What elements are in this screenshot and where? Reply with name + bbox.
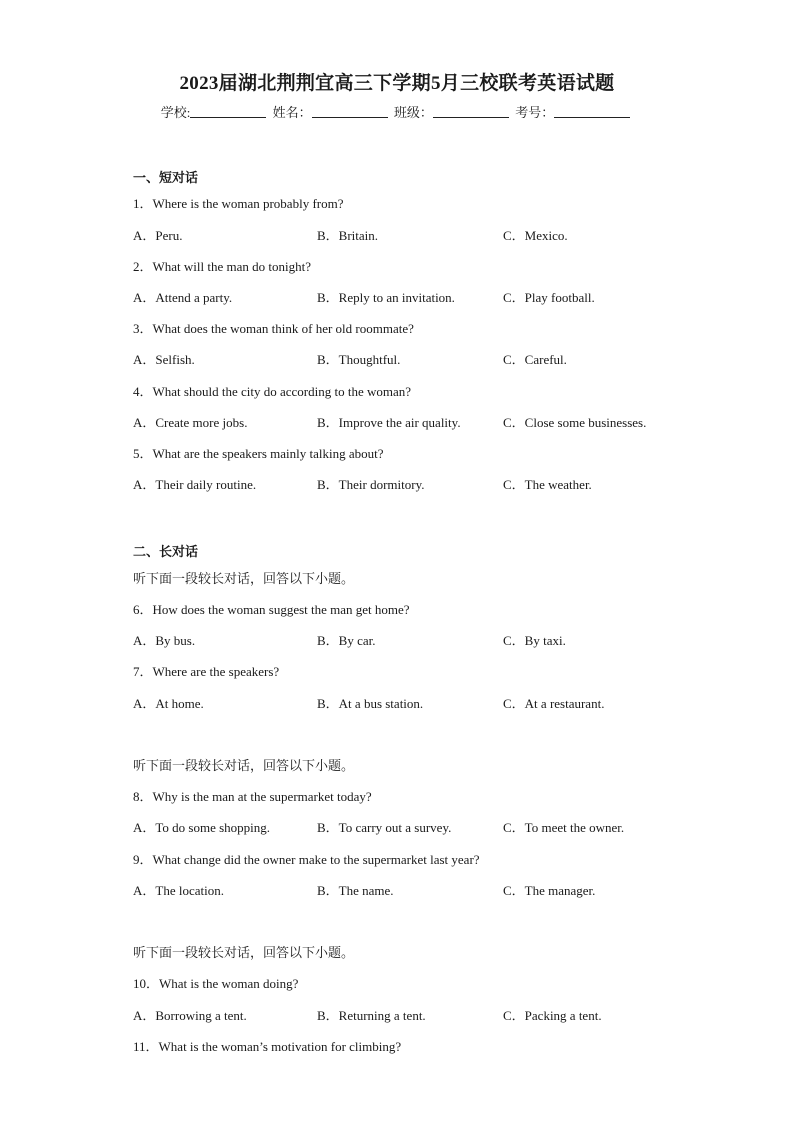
option-b: B．Britain. (317, 228, 379, 243)
question (133, 973, 298, 992)
option-b: B．To carry out a survey. (317, 820, 452, 835)
option-b: B．By car. (317, 633, 376, 648)
option-b: B．Thoughtful. (317, 352, 401, 367)
question-text: What is the woman doing? (159, 976, 299, 991)
question-number: 2． (133, 259, 153, 274)
option-c: C．Play football. (503, 290, 595, 305)
question-number: 1． (133, 196, 153, 211)
group-instruction: 听下面一段较长对话，回答以下小题。 (133, 758, 355, 773)
question-number: 3． (133, 321, 153, 336)
question (133, 786, 372, 805)
question (133, 661, 279, 680)
name-blank[interactable] (312, 105, 388, 118)
class-blank[interactable] (433, 105, 509, 118)
option-c: C．Packing a tent. (503, 1008, 602, 1023)
option-c: C．To meet the owner. (503, 820, 625, 835)
option-c: C．At a restaurant. (503, 696, 605, 711)
question (133, 443, 384, 462)
option-a: A．Create more jobs. (133, 415, 248, 430)
section-heading: 二、长对话 (133, 544, 199, 559)
option-b: B．Their dormitory. (317, 477, 425, 492)
option-b: B．Reply to an invitation. (317, 290, 455, 305)
question-text: What are the speakers mainly talking about? (152, 446, 384, 461)
option-c: C．Careful. (503, 352, 567, 367)
question-number: 5． (133, 446, 153, 461)
option-c: C．By taxi. (503, 633, 566, 648)
page-title: 2023届湖北荆荆宜高三下学期5月三校联考英语试题 (179, 73, 615, 94)
question (133, 599, 410, 618)
question-text: What is the woman’s motivation for climbing? (158, 1039, 402, 1054)
group-instruction: 听下面一段较长对话，回答以下小题。 (133, 945, 355, 960)
name-label: 姓名： (272, 105, 312, 120)
question-text: What will the man do tonight? (152, 259, 312, 274)
class-label: 班级： (393, 105, 433, 120)
option-a: A．By bus. (133, 633, 196, 648)
school-label: 学校: (160, 105, 191, 120)
option-c: C．Close some businesses. (503, 415, 647, 430)
question (133, 193, 343, 212)
question-number: 11． (133, 1039, 159, 1054)
option-a: A．Their daily routine. (133, 477, 257, 492)
school-blank[interactable] (190, 105, 266, 118)
question (133, 849, 480, 868)
option-b: B．Returning a tent. (317, 1008, 426, 1023)
option-a: A．The location. (133, 883, 224, 898)
group-instruction: 听下面一段较长对话，回答以下小题。 (133, 571, 355, 586)
student-info-line (0, 102, 794, 121)
exam-number-blank[interactable] (554, 105, 630, 118)
option-a: A．Selfish. (133, 352, 195, 367)
question-text: What should the city do according to the woman? (152, 384, 411, 399)
exam-number-label: 考号： (515, 105, 555, 120)
option-a: A．At home. (133, 696, 204, 711)
question-number: 6． (133, 602, 153, 617)
option-c: C．The manager. (503, 883, 596, 898)
option-a: A．To do some shopping. (133, 820, 271, 835)
question-text: How does the woman suggest the man get home? (152, 602, 410, 617)
question-text: Where is the woman probably from? (152, 196, 344, 211)
option-b: B．At a bus station. (317, 696, 424, 711)
question-number: 9． (133, 852, 153, 867)
option-b: B．The name. (317, 883, 394, 898)
question-text: Where are the speakers? (152, 664, 280, 679)
option-a: A．Attend a party. (133, 290, 233, 305)
option-a: A．Borrowing a tent. (133, 1008, 247, 1023)
option-b: B．Improve the air quality. (317, 415, 461, 430)
question-number: 10． (133, 976, 160, 991)
question (133, 256, 311, 275)
question-text: What change did the owner make to the supermarket last year? (152, 852, 480, 867)
question-number: 8． (133, 789, 153, 804)
section-heading: 一、短对话 (133, 170, 199, 185)
option-a: A．Peru. (133, 228, 183, 243)
question-text: Why is the man at the supermarket today? (152, 789, 372, 804)
question-number: 4． (133, 384, 153, 399)
question (133, 318, 414, 337)
question-number: 7． (133, 664, 153, 679)
question-text: What does the woman think of her old roommate? (152, 321, 414, 336)
option-c: C．The weather. (503, 477, 592, 492)
question (133, 1036, 401, 1055)
option-c: C．Mexico. (503, 228, 568, 243)
question (133, 381, 411, 400)
